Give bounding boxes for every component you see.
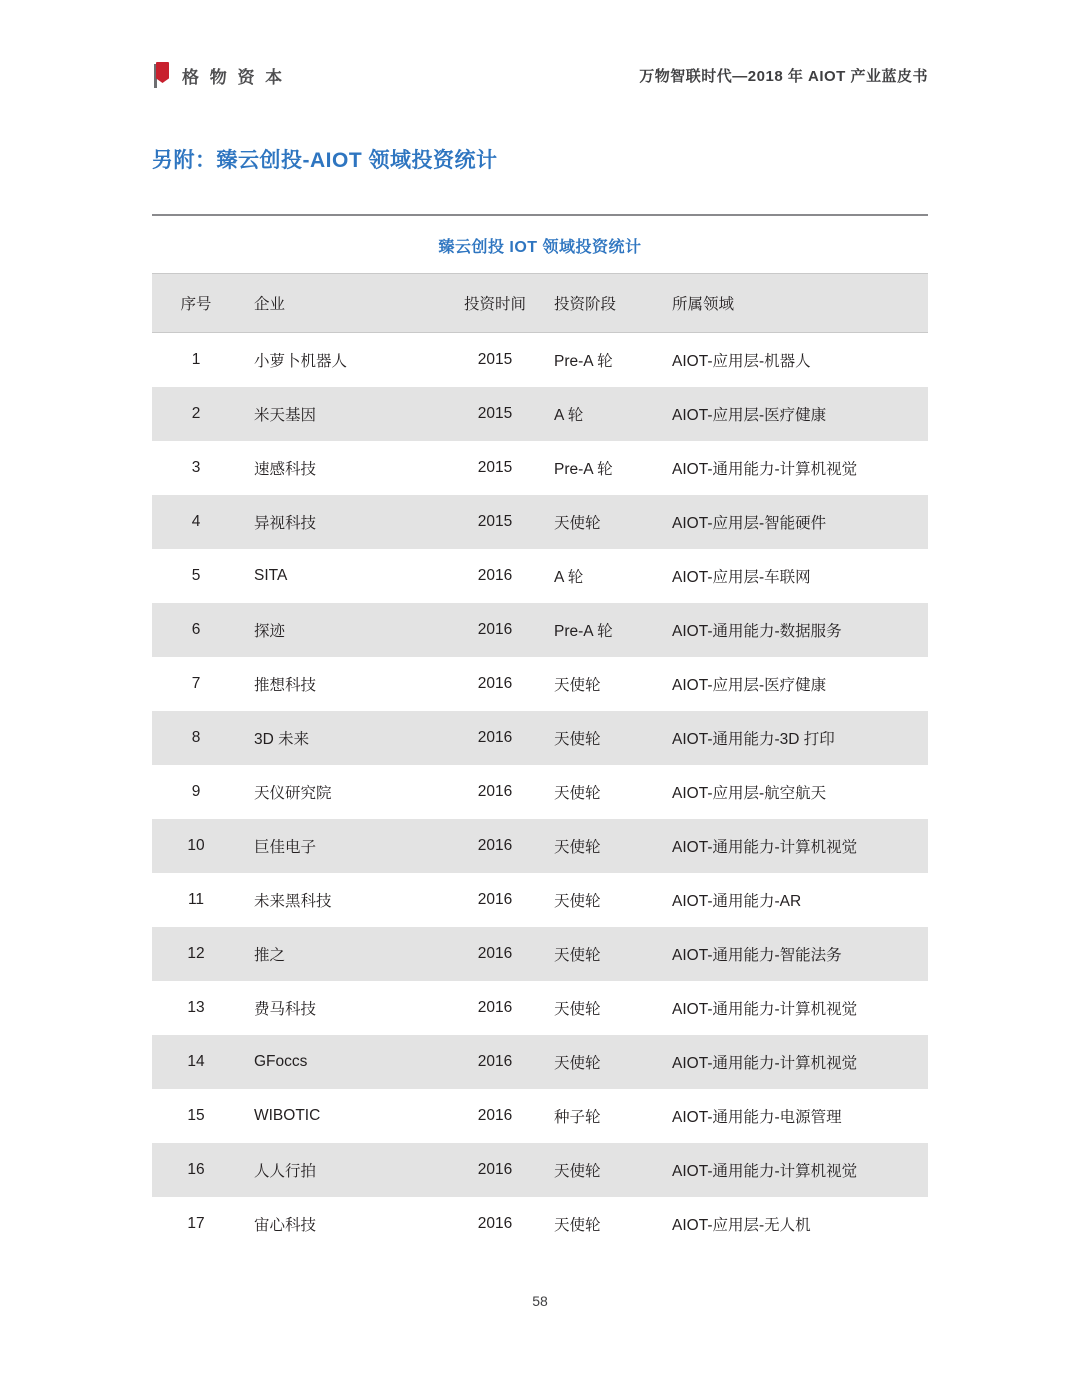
cell-stage: 天使轮: [554, 785, 601, 802]
cell-stage: A 轮: [550, 387, 668, 441]
cell-index: 8: [152, 711, 240, 765]
page-number: 58: [532, 1293, 548, 1309]
cell-company: 宙心科技: [254, 1217, 317, 1234]
table-row: [152, 603, 928, 657]
cell-company: 未来黑科技: [254, 893, 332, 910]
cell-year: 2016: [440, 1143, 550, 1197]
cell-index: 10: [152, 819, 240, 873]
table-row: [152, 765, 928, 819]
cell-index: 12: [152, 927, 240, 981]
cell-year: 2016: [440, 711, 550, 765]
cell-company: SITA: [254, 567, 288, 584]
table-row: [152, 441, 928, 495]
table-row: [152, 387, 928, 441]
cell-index: 11: [187, 891, 205, 908]
cell-field: AIOT-通用能力-计算机视觉: [668, 819, 928, 873]
investment-table: [152, 273, 928, 1251]
cell-year: 2015: [477, 351, 513, 368]
cell-field: AIOT-通用能力-计算机视觉: [672, 461, 858, 478]
section-heading: 另附：臻云创投-AIOT 领域投资统计: [152, 149, 498, 172]
cell-company: 推之: [240, 927, 440, 981]
cell-field: AIOT-应用层-智能硬件: [668, 495, 928, 549]
flag-icon: [152, 62, 174, 88]
cell-stage: 天使轮: [550, 927, 668, 981]
cell-company: 速感科技: [254, 461, 317, 478]
cell-company: GFoccs: [240, 1035, 440, 1089]
cell-year: 2016: [477, 567, 513, 584]
document-title: 万物智联时代—2018 年 AIOT 产业蓝皮书: [639, 67, 928, 85]
cell-index: 14: [152, 1035, 240, 1089]
cell-year: 2015: [440, 387, 550, 441]
cell-field: AIOT-应用层-车联网: [672, 569, 811, 586]
column-header-field: 所属领域: [668, 274, 928, 333]
cell-index: 16: [152, 1143, 240, 1197]
table-row: [152, 495, 928, 549]
cell-company: 费马科技: [254, 1001, 317, 1018]
cell-field: AIOT-应用层-医疗健康: [668, 387, 928, 441]
table-row: [152, 927, 928, 981]
table-row: [152, 549, 928, 603]
table-body: [152, 333, 928, 1252]
table-row: [152, 657, 928, 711]
cell-company: 天仪研究院: [254, 785, 332, 802]
cell-index: 3: [191, 459, 201, 476]
cell-company: 推想科技: [254, 677, 317, 694]
cell-stage: 天使轮: [554, 677, 601, 694]
cell-year: 2015: [477, 459, 513, 476]
column-header-company: 企业: [240, 274, 440, 333]
cell-stage: 天使轮: [554, 893, 601, 910]
column-header-index: 序号: [152, 274, 240, 333]
cell-stage: A 轮: [554, 569, 584, 586]
cell-field: AIOT-应用层-医疗健康: [672, 677, 827, 694]
cell-company: 异视科技: [240, 495, 440, 549]
cell-field: AIOT-通用能力-智能法务: [668, 927, 928, 981]
cell-index: 13: [187, 999, 205, 1016]
cell-year: 2016: [477, 675, 513, 692]
table-row: [152, 873, 928, 927]
cell-stage: Pre-A 轮: [554, 461, 613, 478]
table-row: [152, 711, 928, 765]
table-row: [152, 1035, 928, 1089]
cell-year: 2016: [440, 927, 550, 981]
cell-stage: Pre-A 轮: [550, 603, 668, 657]
cell-year: 2016: [477, 891, 513, 908]
cell-field: AIOT-应用层-航空航天: [672, 785, 827, 802]
table-row: [152, 819, 928, 873]
cell-index: 5: [191, 567, 201, 584]
cell-index: 15: [187, 1107, 205, 1124]
page-header: [0, 0, 1080, 88]
cell-year: 2016: [477, 1107, 513, 1124]
cell-field: AIOT-通用能力-电源管理: [672, 1109, 842, 1126]
table-row: [152, 1089, 928, 1143]
cell-year: 2016: [440, 819, 550, 873]
cell-company: 巨佳电子: [240, 819, 440, 873]
cell-company: 人人行拍: [240, 1143, 440, 1197]
cell-year: 2015: [440, 495, 550, 549]
cell-index: 9: [191, 783, 201, 800]
cell-index: 6: [152, 603, 240, 657]
investment-table-container: [152, 214, 928, 1251]
table-header-row: [152, 274, 928, 333]
brand-logo: [152, 62, 285, 88]
cell-field: AIOT-通用能力-计算机视觉: [668, 1143, 928, 1197]
cell-company: WIBOTIC: [254, 1107, 321, 1124]
cell-stage: Pre-A 轮: [554, 353, 613, 370]
cell-field: AIOT-通用能力-计算机视觉: [672, 1001, 858, 1018]
table-row: [152, 1197, 928, 1251]
cell-field: AIOT-通用能力-AR: [672, 893, 802, 910]
cell-company: 探迹: [240, 603, 440, 657]
cell-stage: 天使轮: [550, 1035, 668, 1089]
cell-company: 小萝卜机器人: [254, 353, 348, 370]
cell-index: 4: [152, 495, 240, 549]
cell-stage: 天使轮: [550, 711, 668, 765]
cell-stage: 天使轮: [550, 495, 668, 549]
cell-company: 米天基因: [240, 387, 440, 441]
cell-stage: 天使轮: [550, 819, 668, 873]
cell-year: 2016: [440, 603, 550, 657]
cell-index: 17: [187, 1215, 205, 1232]
table-row: [152, 333, 928, 388]
table-row: [152, 1143, 928, 1197]
cell-year: 2016: [440, 1035, 550, 1089]
cell-index: 7: [191, 675, 201, 692]
cell-field: AIOT-应用层-机器人: [672, 353, 811, 370]
column-header-stage: 投资阶段: [550, 274, 668, 333]
cell-year: 2016: [477, 1215, 513, 1232]
cell-stage: 种子轮: [554, 1109, 601, 1126]
cell-index: 2: [152, 387, 240, 441]
cell-stage: 天使轮: [554, 1217, 601, 1234]
cell-stage: 天使轮: [550, 1143, 668, 1197]
cell-year: 2016: [477, 999, 513, 1016]
cell-field: AIOT-应用层-无人机: [672, 1217, 811, 1234]
column-header-time: 投资时间: [440, 274, 550, 333]
cell-field: AIOT-通用能力-数据服务: [668, 603, 928, 657]
brand-name: 格 物 资 本: [182, 67, 286, 87]
table-row: [152, 981, 928, 1035]
cell-field: AIOT-通用能力-计算机视觉: [668, 1035, 928, 1089]
cell-company: 3D 未来: [240, 711, 440, 765]
cell-stage: 天使轮: [554, 1001, 601, 1018]
cell-index: 1: [191, 351, 201, 368]
cell-field: AIOT-通用能力-3D 打印: [668, 711, 928, 765]
table-title: 臻云创投 IOT 领域投资统计: [438, 239, 642, 256]
cell-year: 2016: [477, 783, 513, 800]
